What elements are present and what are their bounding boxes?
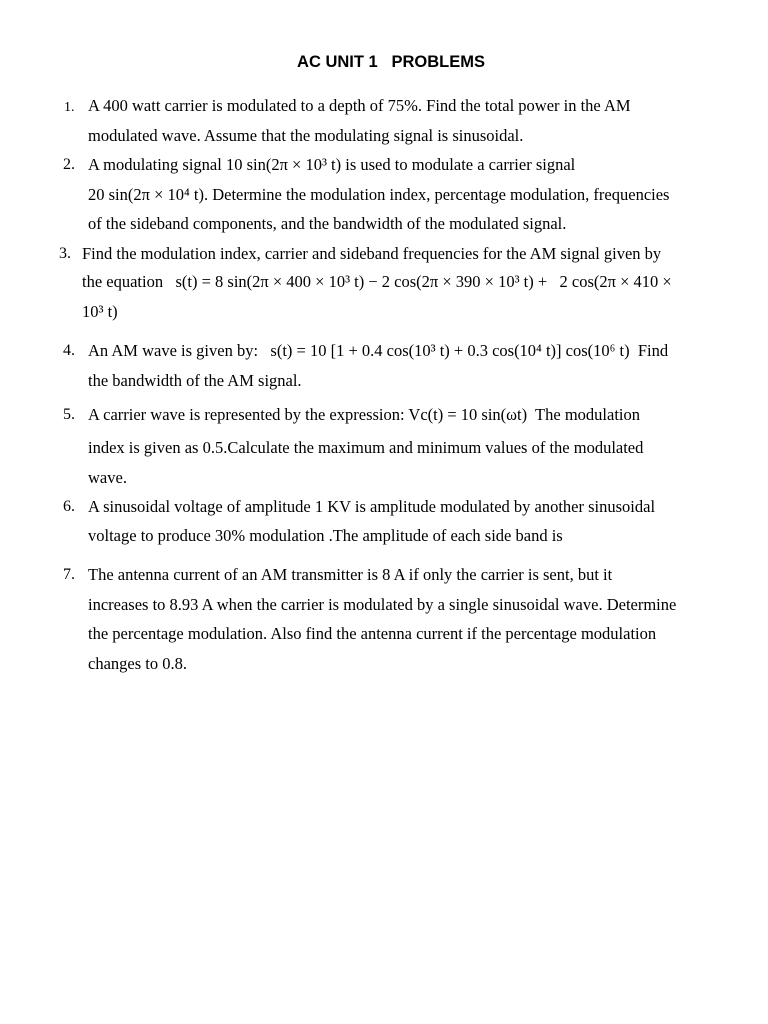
problem-4-number: 4. — [63, 342, 75, 359]
problem-1-line-2: modulated wave. Assume that the modulating signal is sinusoidal. — [88, 126, 524, 145]
problem-3-line-1: Find the modulation index, carrier and sideband frequencies for the AM signal given by — [82, 244, 662, 263]
problem-5-line-1: A carrier wave is represented by the expression: Vc(t) = 10 sin(ωt) The modulation — [88, 405, 640, 424]
problem-2-line-3: of the sideband components, and the bandwidth of the modulated signal. — [88, 214, 567, 233]
problem-6-number: 6. — [63, 498, 75, 515]
problem-2-line-2: 20 sin(2π × 10⁴ t). Determine the modulation index, percentage modulation, frequencies — [88, 185, 670, 204]
problem-1-number: 1. — [64, 100, 75, 115]
problem-7-number: 7. — [63, 566, 75, 583]
problem-1-line-1: A 400 watt carrier is modulated to a depth of 75%. Find the total power in the AM — [88, 96, 631, 115]
problem-7-line-1: The antenna current of an AM transmitter is 8 A if only the carrier is sent, but it — [88, 565, 613, 584]
problem-2-line-1: A modulating signal 10 sin(2π × 10³ t) is used to modulate a carrier signal — [88, 155, 576, 174]
problem-5-line-2: index is given as 0.5.Calculate the maximum and minimum values of the modulated — [88, 438, 644, 457]
problem-7-line-2: increases to 8.93 A when the carrier is modulated by a single sinusoidal wave. Determine — [88, 595, 677, 614]
problem-3-line-3: 10³ t) — [82, 302, 118, 321]
problem-2-number: 2. — [63, 156, 75, 173]
problem-3-number: 3. — [59, 245, 71, 262]
problem-7-line-3: the percentage modulation. Also find the antenna current if the percentage modulation — [88, 624, 657, 643]
problem-3-line-2: the equation s(t) = 8 sin(2π × 400 × 10³ t) − 2 cos(2π × 390 × 10³ t) + 2 cos(2π × 410 × — [82, 272, 672, 291]
problem-6-line-1: A sinusoidal voltage of amplitude 1 KV is amplitude modulated by another sinusoidal — [88, 497, 656, 516]
problem-4-line-2: the bandwidth of the AM signal. — [88, 371, 302, 390]
problem-6-line-2: voltage to produce 30% modulation .The amplitude of each side band is — [88, 526, 563, 545]
problem-4-line-1: An AM wave is given by: s(t) = 10 [1 + 0.4 cos(10³ t) + 0.3 cos(10⁴ t)] cos(10⁶ t) Find — [88, 341, 669, 360]
problem-5-number: 5. — [63, 406, 75, 423]
problem-7-line-4: changes to 0.8. — [88, 654, 187, 673]
problem-5-line-3: wave. — [88, 468, 127, 487]
page-title: AC UNIT 1 PROBLEMS — [297, 53, 485, 71]
